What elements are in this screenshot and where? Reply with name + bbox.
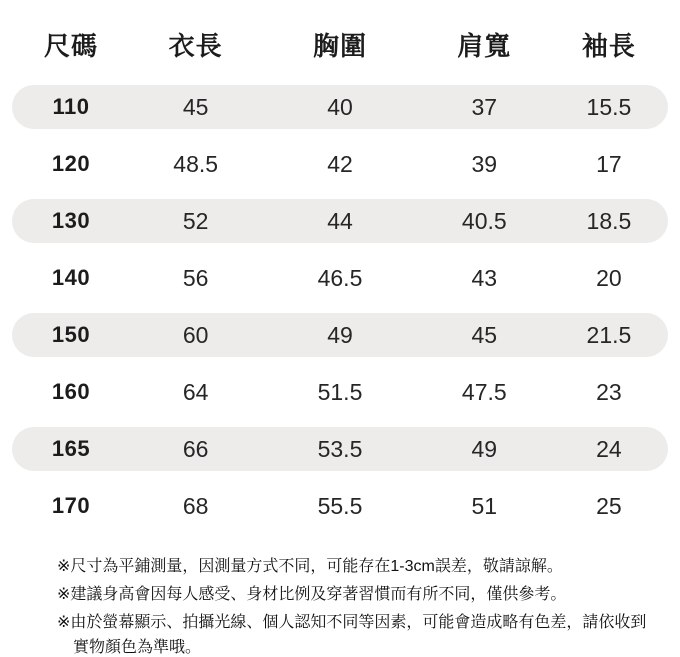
table-row (12, 484, 668, 528)
note-measurement-tolerance: ※尺寸為平鋪測量，因測量方式不同，可能存在1-3cm誤差，敬請諒解。 (57, 558, 563, 575)
value-cell: 48.5 (173, 150, 219, 177)
size-cell: 130 (51, 208, 91, 233)
value-cell: 66 (182, 435, 209, 462)
size-cell: 170 (51, 493, 91, 518)
value-cell: 20 (596, 264, 622, 291)
size-cell: 165 (51, 436, 91, 461)
column-header-shoulder: 肩寬 (457, 31, 512, 61)
column-header-length: 衣長 (168, 31, 223, 61)
table-row (12, 199, 668, 243)
table-header (12, 14, 668, 78)
note-height-reference: ※建議身高會因每人感受、身材比例及穿著習慣而有所不同，僅供參考。 (57, 586, 567, 603)
value-cell: 49 (471, 435, 498, 462)
value-cell: 55.5 (317, 492, 363, 519)
value-cell: 15.5 (586, 93, 632, 120)
column-header-sleeve: 袖長 (581, 31, 636, 61)
value-cell: 23 (596, 378, 622, 405)
value-cell: 46.5 (317, 264, 363, 291)
size-cell: 150 (51, 322, 91, 347)
value-cell: 52 (182, 207, 209, 234)
table-row (12, 313, 668, 357)
size-cell: 160 (51, 379, 91, 404)
value-cell: 40 (327, 93, 353, 120)
column-header-size: 尺碼 (44, 31, 99, 61)
value-cell: 68 (182, 492, 209, 519)
table-row (12, 142, 668, 186)
value-cell: 43 (471, 264, 498, 291)
value-cell: 44 (327, 207, 353, 234)
table-row (12, 427, 668, 471)
value-cell: 40.5 (461, 207, 507, 234)
value-cell: 47.5 (461, 378, 507, 405)
table-row (12, 370, 668, 414)
value-cell: 56 (182, 264, 209, 291)
column-header-chest: 胸圍 (312, 31, 367, 61)
value-cell: 37 (471, 93, 498, 120)
value-cell: 24 (596, 435, 622, 462)
value-cell: 60 (182, 321, 209, 348)
table-body (0, 85, 680, 528)
value-cell: 42 (327, 150, 353, 177)
value-cell: 53.5 (317, 435, 363, 462)
value-cell: 39 (471, 150, 498, 177)
size-cell: 120 (51, 151, 91, 176)
value-cell: 25 (596, 492, 622, 519)
value-cell: 51 (471, 492, 498, 519)
size-cell: 110 (52, 94, 90, 119)
value-cell: 21.5 (586, 321, 632, 348)
value-cell: 18.5 (586, 207, 632, 234)
value-cell: 45 (471, 321, 498, 348)
size-cell: 140 (51, 265, 91, 290)
value-cell: 17 (596, 150, 622, 177)
table-row (12, 256, 668, 300)
value-cell: 49 (327, 321, 353, 348)
note-color-difference: ※由於螢幕顯示、拍攝光線、個人認知不同等因素，可能會造成略有色差，請依收到實物顏色為準哦。 (57, 614, 647, 656)
value-cell: 51.5 (317, 378, 363, 405)
notes-section (57, 554, 662, 657)
value-cell: 64 (182, 378, 209, 405)
table-row (12, 85, 668, 129)
value-cell: 45 (182, 93, 209, 120)
